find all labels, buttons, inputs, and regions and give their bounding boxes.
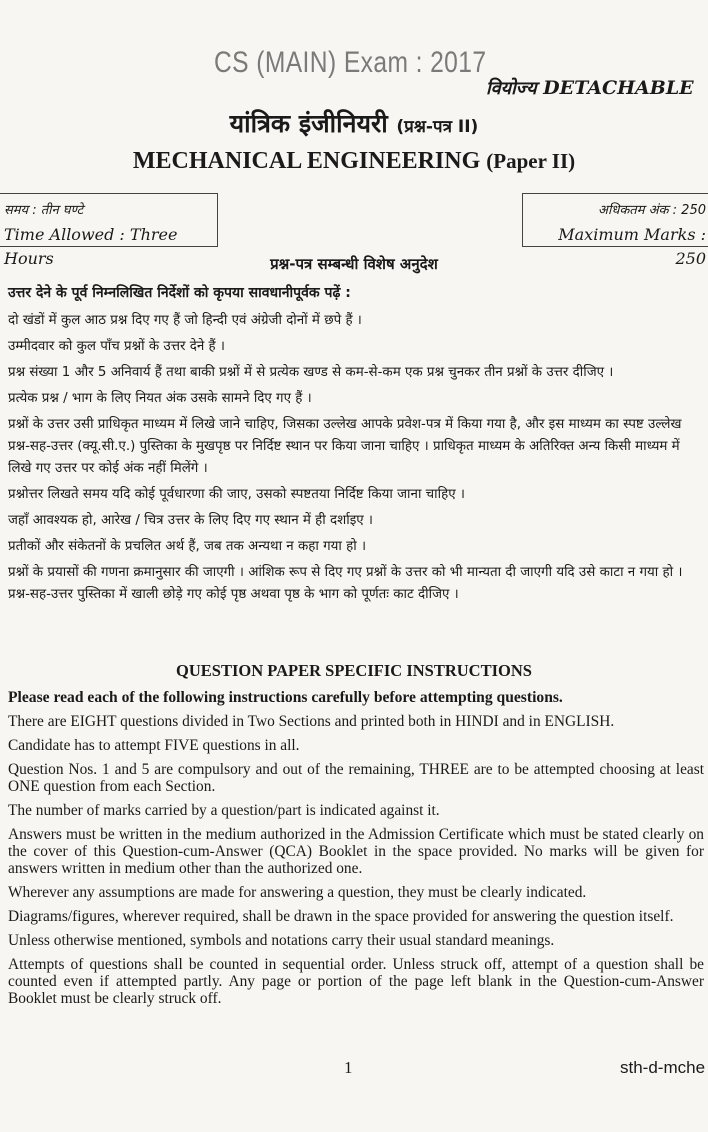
hindi-instructions bbox=[8, 282, 704, 610]
english-item: There are EIGHT questions divided in Two Sections and printed both in HINDI and in ENGLISH. bbox=[8, 713, 615, 730]
title-hindi-text: यांत्रिक इंजीनियरी bbox=[229, 109, 388, 138]
english-item: Wherever any assumptions are made for answering a question, they must be clearly indicated. bbox=[8, 884, 587, 901]
english-item: Answers must be written in the medium authorized in the Admission Certificate which must be stated clearly on the cover of this Question-cum-Answer (QCA) Booklet in the space provided. No marks will be given for answers written in medium other than the authorized one. bbox=[8, 826, 704, 877]
hindi-instructions-heading: प्रश्न-पत्र सम्बन्धी विशेष अनुदेश bbox=[270, 255, 438, 273]
english-item: The number of marks carried by a question/part is indicated against it. bbox=[8, 802, 440, 819]
english-item: Question Nos. 1 and 5 are compulsory and out of the remaining, THREE are to be attempted choosing at least ONE question from each Section. bbox=[8, 761, 704, 795]
time-box bbox=[0, 193, 218, 268]
time-english: Time Allowed : Three Hours bbox=[4, 225, 178, 268]
title-english-paper: (Paper II) bbox=[486, 149, 576, 173]
detachable-hindi: वियोज्य bbox=[486, 78, 537, 99]
page-number: 1 bbox=[344, 1058, 353, 1077]
english-item: Unless otherwise mentioned, symbols and notations carry their usual standard meanings. bbox=[8, 932, 555, 949]
title-english bbox=[0, 148, 708, 175]
english-item: Candidate has to attempt FIVE questions in all. bbox=[8, 737, 300, 754]
english-item: Attempts of questions shall be counted in sequential order. Unless struck off, attempt of a question shall be counted even if attempted partly. Any page or portion of the page left blank in the Question-cum-Answer Booklet must be clearly struck off. bbox=[8, 956, 704, 1007]
exam-stamp: CS (MAIN) Exam : 2017 bbox=[214, 46, 487, 79]
hindi-item: प्रत्येक प्रश्न / भाग के लिए नियत अंक उसके सामने दिए गए हैं । bbox=[8, 391, 312, 406]
hindi-item: प्रश्न संख्या 1 और 5 अनिवार्य हैं तथा बाकी प्रश्नों में से प्रत्येक खण्ड से कम-से-कम एक प्रश्न चुनकर तीन प्रश्नों के उत्तर दीजिए । bbox=[8, 365, 614, 380]
english-lead: Please read each of the following instructions carefully before attempting questions. bbox=[8, 689, 563, 706]
title-english-text: MECHANICAL ENGINEERING bbox=[132, 148, 481, 174]
detachable-label bbox=[486, 76, 694, 100]
title-hindi bbox=[0, 106, 708, 140]
hindi-item: उम्मीदवार को कुल पाँच प्रश्नों के उत्तर देने हैं । bbox=[8, 339, 225, 354]
marks-box bbox=[522, 193, 708, 268]
hindi-item: प्रश्नों के प्रयासों की गणना क्रमानुसार की जाएगी । आंशिक रूप से दिए गए प्रश्नों के उत्तर को भी मान्यता दी जाएगी यदि उसे काटा न गया हो । प्रश्न-सह-उत्तर पुस्तिका में खाली छोड़े गए कोई पृष्ठ अथवा पृष्ठ के भाग को पूर्णतः काट दीजिए । bbox=[8, 565, 683, 602]
hindi-item: दो खंडों में कुल आठ प्रश्न दिए गए हैं जो हिन्दी एवं अंग्रेजी दोनों में छपे हैं । bbox=[8, 313, 362, 328]
english-item: Diagrams/figures, wherever required, shall be drawn in the space provided for answering the question itself. bbox=[8, 908, 674, 925]
marks-hindi: अधिकतम अंक : 250 bbox=[598, 203, 706, 218]
paper-code: sth-d-mche bbox=[620, 1058, 706, 1077]
hindi-item: प्रश्नों के उत्तर उसी प्राधिकृत माध्यम में लिखे जाने चाहिए, जिसका उल्लेख आपके प्रवेश-पत्र में किया गया है, और इस माध्यम का स्पष्ट उल्लेख प्रश्न-सह-उत्तर (क्यू.सी.ए.) पुस्तिका के मुखपृष्ठ पर निर्दिष्ट स्थान पर किया जाना चाहिए । प्राधिकृत माध्यम के अतिरिक्त अन्य किसी माध्यम में लिखे गए उत्तर पर कोई अंक नहीं मिलेंगे । bbox=[8, 417, 682, 476]
hindi-item: जहाँ आवश्यक हो, आरेख / चित्र उत्तर के लिए दिए गए स्थान में ही दर्शाइए । bbox=[8, 513, 374, 528]
english-instructions bbox=[8, 689, 704, 1014]
english-instructions-heading: QUESTION PAPER SPECIFIC INSTRUCTIONS bbox=[176, 661, 532, 680]
hindi-lead: उत्तर देने के पूर्व निम्नलिखित निर्देशों को कृपया सावधानीपूर्वक पढ़ें : bbox=[8, 285, 351, 301]
marks-english: Maximum Marks : 250 bbox=[558, 225, 706, 268]
title-hindi-paper: (प्रश्न-पत्र II) bbox=[396, 117, 479, 137]
detachable-english: DETACHABLE bbox=[543, 77, 694, 99]
time-hindi: समय : तीन घण्टे bbox=[4, 203, 84, 218]
hindi-item: प्रतीकों और संकेतनों के प्रचलित अर्थ हैं, जब तक अन्यथा न कहा गया हो । bbox=[8, 539, 367, 554]
hindi-item: प्रश्नोत्तर लिखते समय यदि कोई पूर्वधारणा की जाए, उसको स्पष्टतया निर्दिष्ट किया जाना चाहिए । bbox=[8, 487, 465, 502]
